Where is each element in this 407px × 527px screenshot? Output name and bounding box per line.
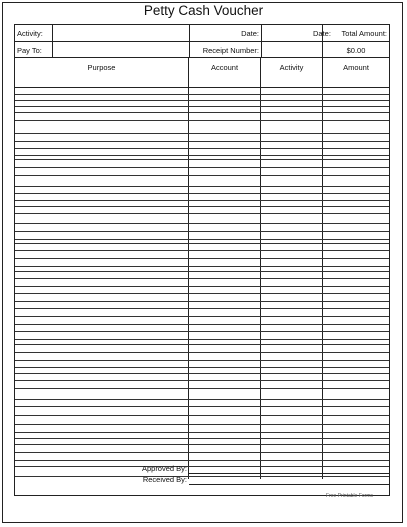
line-item-row[interactable] [15, 460, 389, 461]
line-item-row[interactable] [15, 339, 389, 340]
line-item-row[interactable] [15, 148, 389, 149]
footer-credit: Free Printable Forms [326, 493, 373, 499]
line-item-row[interactable] [15, 444, 389, 445]
line-item-row[interactable] [15, 293, 389, 294]
date-field[interactable] [262, 25, 322, 42]
total-amount-label: Total Amount: [341, 29, 387, 38]
line-item-row[interactable] [15, 175, 389, 176]
line-item-row[interactable] [15, 186, 389, 187]
column-header-purpose: Purpose [15, 58, 189, 88]
line-item-row[interactable] [15, 193, 389, 194]
line-item-row[interactable] [15, 266, 389, 267]
pay-to-label: Pay To: [15, 42, 53, 58]
column-header-amount: Amount [343, 63, 369, 72]
line-item-row[interactable] [15, 476, 389, 477]
line-item-row[interactable] [15, 278, 389, 279]
line-item-row[interactable] [15, 112, 389, 113]
date-label: Date: [313, 28, 331, 38]
line-item-row[interactable] [15, 141, 389, 142]
line-item-row[interactable] [15, 155, 389, 156]
column-header-activity: Activity [261, 58, 323, 88]
line-item-row[interactable] [15, 231, 389, 232]
line-item-row[interactable] [15, 120, 389, 121]
total-amount-value: $0.00 [346, 45, 366, 55]
line-item-row[interactable] [15, 271, 389, 272]
line-item-row[interactable] [15, 223, 389, 224]
line-item-row[interactable] [15, 243, 389, 244]
activity-label: Activity: [15, 25, 53, 41]
line-item-row[interactable] [15, 200, 389, 201]
line-item-row[interactable] [15, 308, 389, 309]
receipt-number-field[interactable] [262, 42, 323, 58]
line-item-row[interactable] [15, 352, 389, 353]
line-item-row[interactable] [15, 380, 389, 381]
line-item-row[interactable] [15, 213, 389, 214]
line-item-row[interactable] [15, 94, 389, 95]
received-by-line[interactable] [189, 484, 389, 485]
form-title: Petty Cash Voucher [143, 3, 264, 18]
receipt-number-label: Receipt Number: [202, 45, 259, 55]
column-header-account: Account [189, 58, 261, 88]
line-item-row[interactable] [15, 206, 389, 207]
line-item-row[interactable] [15, 406, 389, 407]
line-item-row[interactable] [15, 286, 389, 287]
line-item-row[interactable] [15, 373, 389, 374]
line-item-row[interactable] [15, 324, 389, 325]
line-item-row[interactable] [15, 239, 389, 240]
voucher-form [14, 24, 390, 496]
line-item-row[interactable] [15, 360, 389, 361]
line-item-row[interactable] [15, 100, 389, 101]
line-item-row[interactable] [15, 424, 389, 425]
line-item-row[interactable] [15, 344, 389, 345]
line-item-row[interactable] [15, 167, 389, 168]
line-item-row[interactable] [15, 388, 389, 389]
line-item-row[interactable] [15, 331, 389, 332]
line-item-row[interactable] [15, 399, 389, 400]
line-item-row[interactable] [15, 452, 389, 453]
line-item-row[interactable] [15, 432, 389, 433]
approved-by-label: Approved By: [141, 464, 187, 473]
line-item-row[interactable] [15, 159, 389, 160]
line-item-row[interactable] [15, 438, 389, 439]
line-items-grid [15, 88, 389, 479]
approved-by-line[interactable] [189, 473, 389, 474]
line-item-row[interactable] [15, 106, 389, 107]
date-label-text: Date: [241, 28, 259, 38]
line-item-row[interactable] [15, 250, 389, 251]
activity-input[interactable] [53, 25, 189, 41]
line-item-row[interactable] [15, 133, 389, 134]
received-by-label: Received By: [142, 475, 187, 484]
line-item-row[interactable] [15, 301, 389, 302]
line-item-row[interactable] [15, 258, 389, 259]
line-item-row[interactable] [15, 466, 389, 467]
line-item-row[interactable] [15, 367, 389, 368]
pay-to-field[interactable] [53, 42, 189, 58]
line-item-row[interactable] [15, 316, 389, 317]
line-item-row[interactable] [15, 415, 389, 416]
